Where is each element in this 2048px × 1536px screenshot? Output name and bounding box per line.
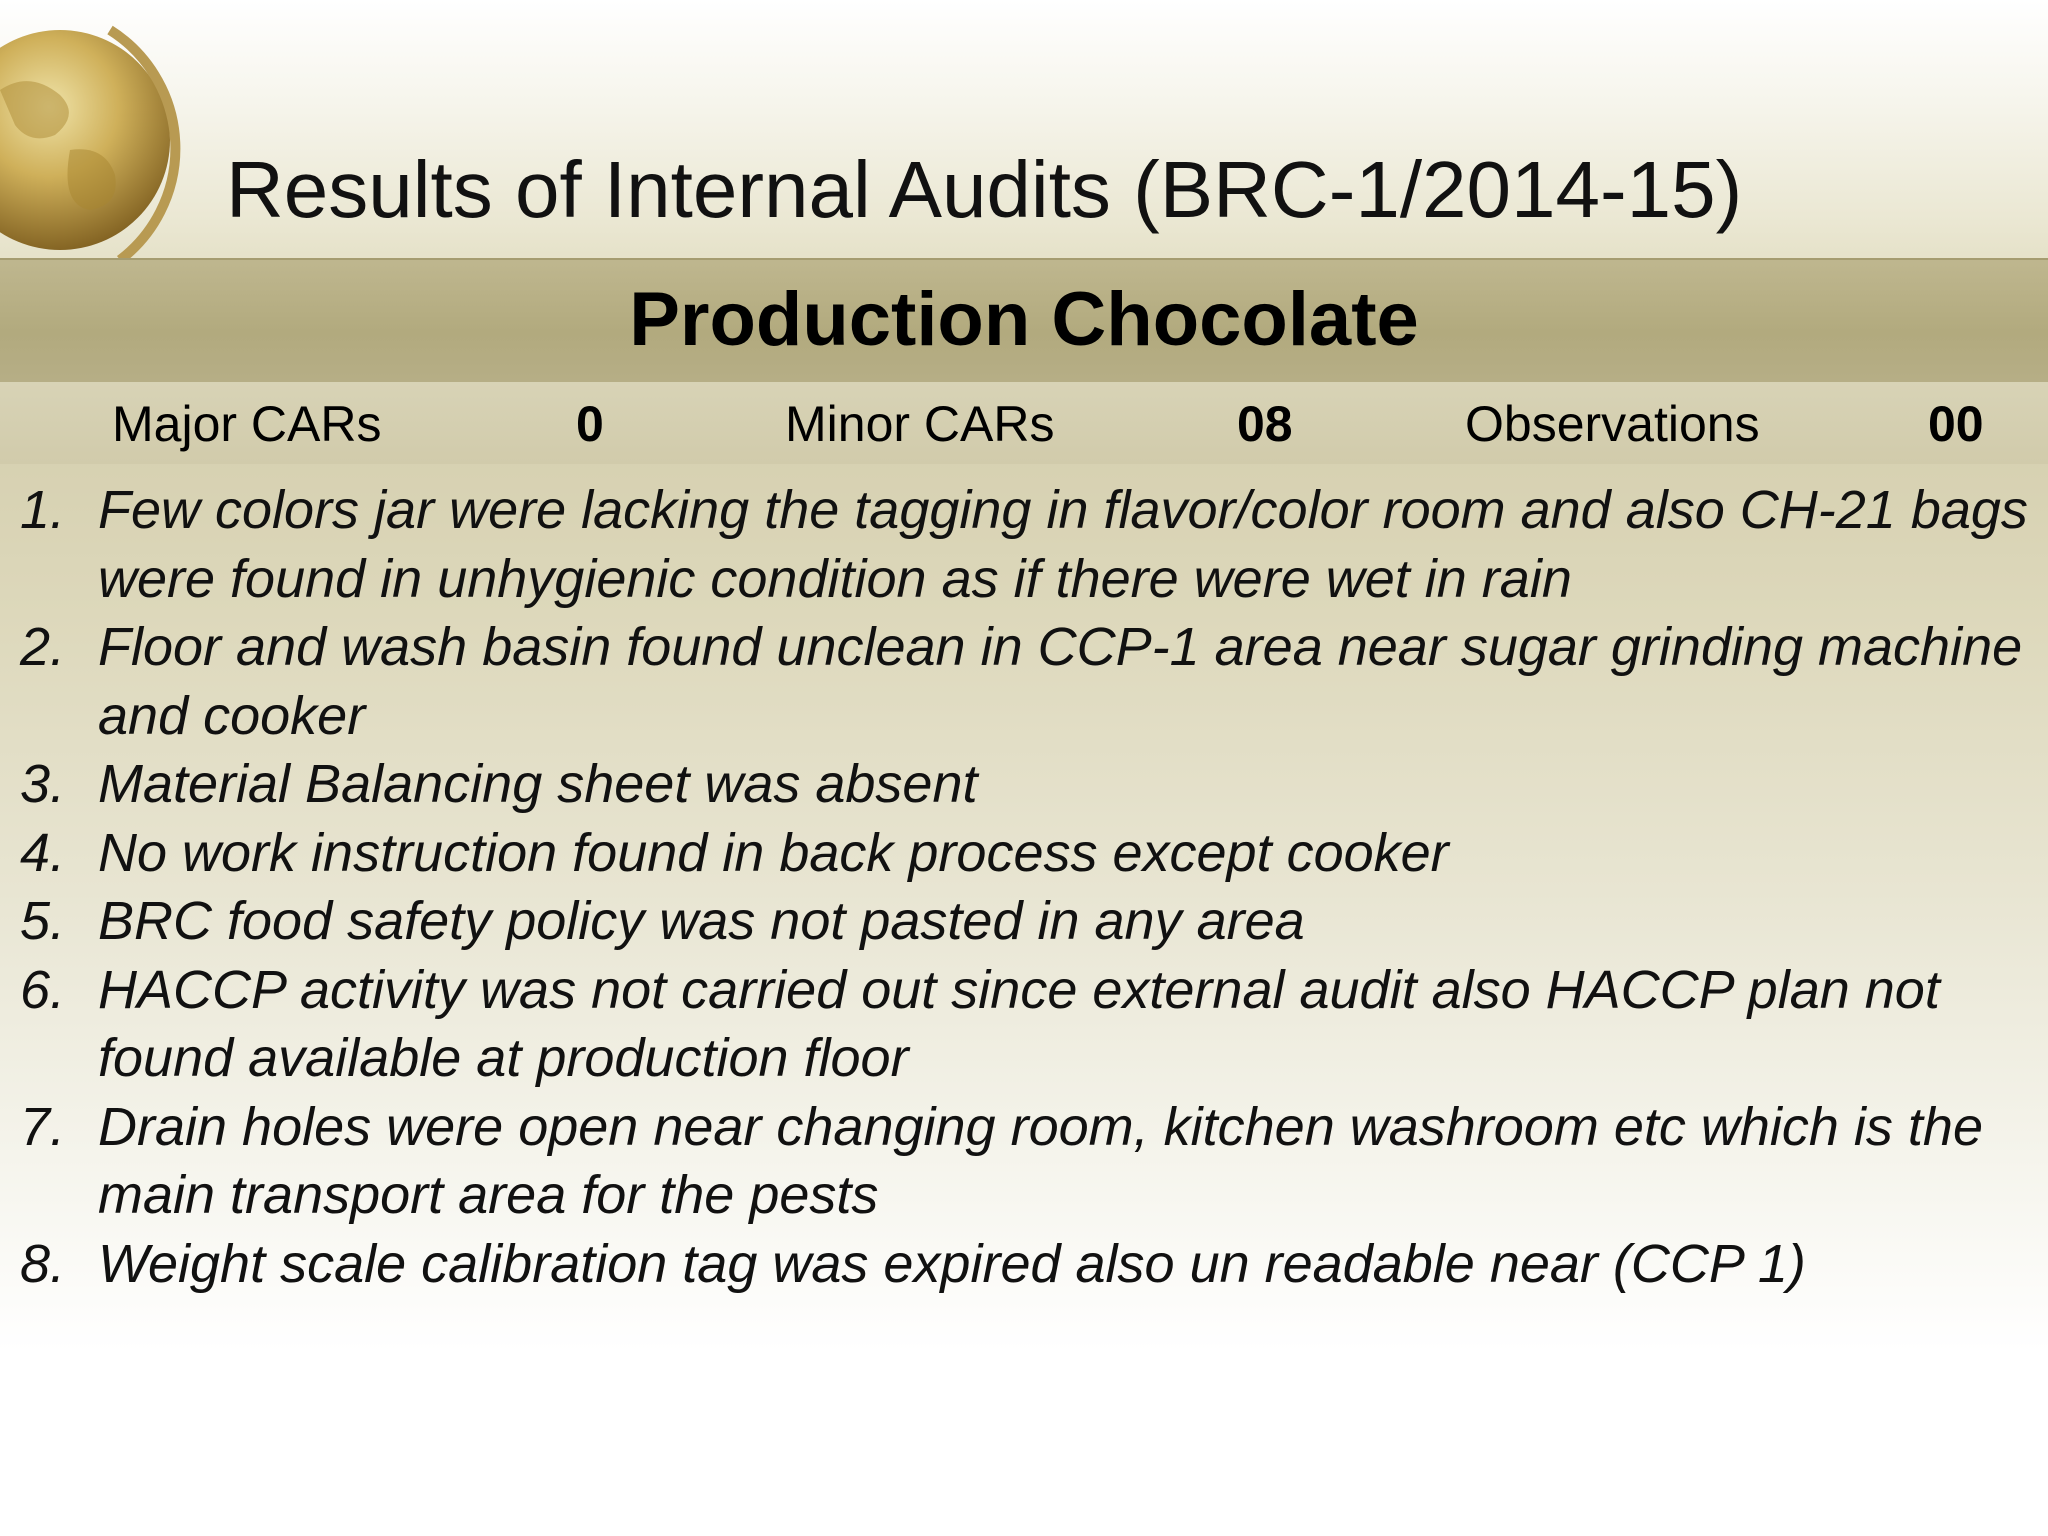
item-number: 3. [20,754,66,814]
list-item [20,1230,2030,1299]
item-text: HACCP activity was not carried out since external audit also HACCP plan not found available at production floor [98,959,1940,1088]
item-text: Material Balancing sheet was absent [98,754,978,814]
item-number: 7. [20,1096,66,1157]
major-cars-value: 0 [576,396,604,452]
item-text: No work instruction found in back process except cooker [98,822,1449,883]
item-number: 5. [20,891,66,951]
item-number: 4. [20,822,66,883]
item-number: 8. [20,1233,66,1294]
slide-title: Results of Internal Audits (BRC-1/2014-15) [226,145,1743,234]
observations-label: Observations [1465,396,1760,452]
list-item [20,887,2030,956]
major-cars-label: Major CARs [112,396,382,452]
item-text: Few colors jar were lacking the tagging in flavor/color room and also CH-21 bags were found in unhygienic condition as if there were wet in rain [98,480,2028,609]
list-item [20,613,2030,750]
item-number: 2. [20,617,66,677]
item-text: Floor and wash basin found unclean in CCP-1 area near sugar grinding machine and cooker [98,617,2023,746]
findings-list [20,476,2030,1298]
minor-cars-label: Minor CARs [785,396,1055,452]
item-text: Weight scale calibration tag was expired also un readable near (CCP 1) [98,1233,1806,1294]
item-text: BRC food safety policy was not pasted in any area [98,891,1305,951]
item-text: Drain holes were open near changing room, kitchen washroom etc which is the main transport area for the pests [98,1096,1983,1225]
list-item [20,956,2030,1093]
list-item [20,1093,2030,1230]
list-item [20,476,2030,613]
list-item [20,750,2030,819]
minor-cars-value: 08 [1237,396,1293,452]
list-item [20,819,2030,888]
item-number: 1. [20,480,66,540]
item-number: 6. [20,959,66,1020]
section-title: Production Chocolate [629,277,1419,362]
observations-value: 00 [1928,396,1984,452]
